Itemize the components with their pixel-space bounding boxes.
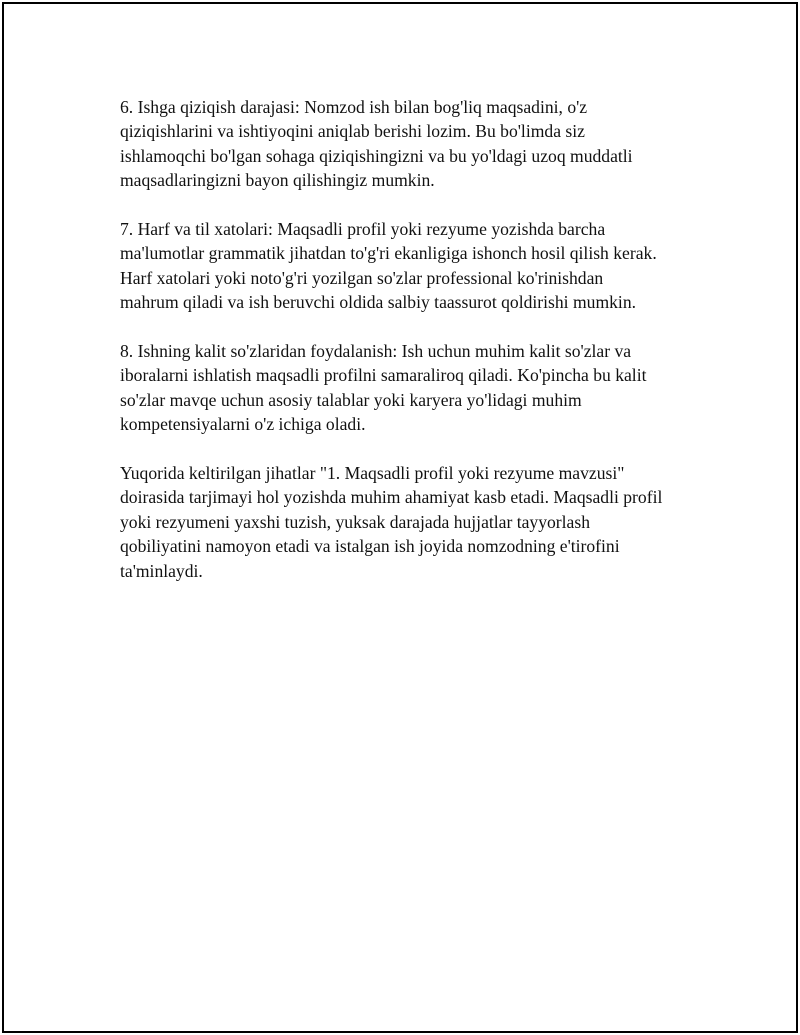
page-border bbox=[2, 2, 798, 1033]
paragraph-conclusion: Yuqorida keltirilgan jihatlar "1. Maqsadli profil yoki rezyume mavzusi" doirasida tarjimayi hol yozishda muhim ahamiyat kasb etadi. Maqsadli profil yoki rezyumeni yaxshi tuzish, yuksak darajada hujjatlar tayyorlash qobiliyatini namoyon etadi va istalgan ish joyida nomzodning e'tirofini ta'minlaydi. bbox=[120, 463, 663, 581]
paragraph-spelling-errors: 7. Harf va til xatolari: Maqsadli profil yoki rezyume yozishda barcha ma'lumotlar grammatik jihatdan to'g'ri ekanligiga ishonch hosil qilish kerak. Harf xatolari yoki noto'g'ri yozilgan so'zlar professional ko'rinishdan mahrum qiladi va ish beruvchi oldida salbiy taassurot qoldirishi mumkin. bbox=[120, 219, 657, 313]
paragraph-interest-level: 6. Ishga qiziqish darajasi: Nomzod ish bilan bog'liq maqsadini, o'z qiziqishlarini va ishtiyoqini aniqlab berishi lozim. Bu bo'limda siz ishlamoqchi bo'lgan sohaga qiziqishingizni va bu yo'ldagi uzoq muddatli maqsadlaringizni bayon qilishingiz mumkin. bbox=[120, 97, 633, 191]
paragraph-keywords: 8. Ishning kalit so'zlaridan foydalanish: Ish uchun muhim kalit so'zlar va iboralarni ishlatish maqsadli profilni samaraliroq qiladi. Ko'pincha bu kalit so'zlar mavqe uchun asosiy talablar yoki karyera yo'lidagi muhim kompetensiyalarni o'z ichiga oladi. bbox=[120, 341, 647, 435]
document-body bbox=[120, 95, 700, 607]
